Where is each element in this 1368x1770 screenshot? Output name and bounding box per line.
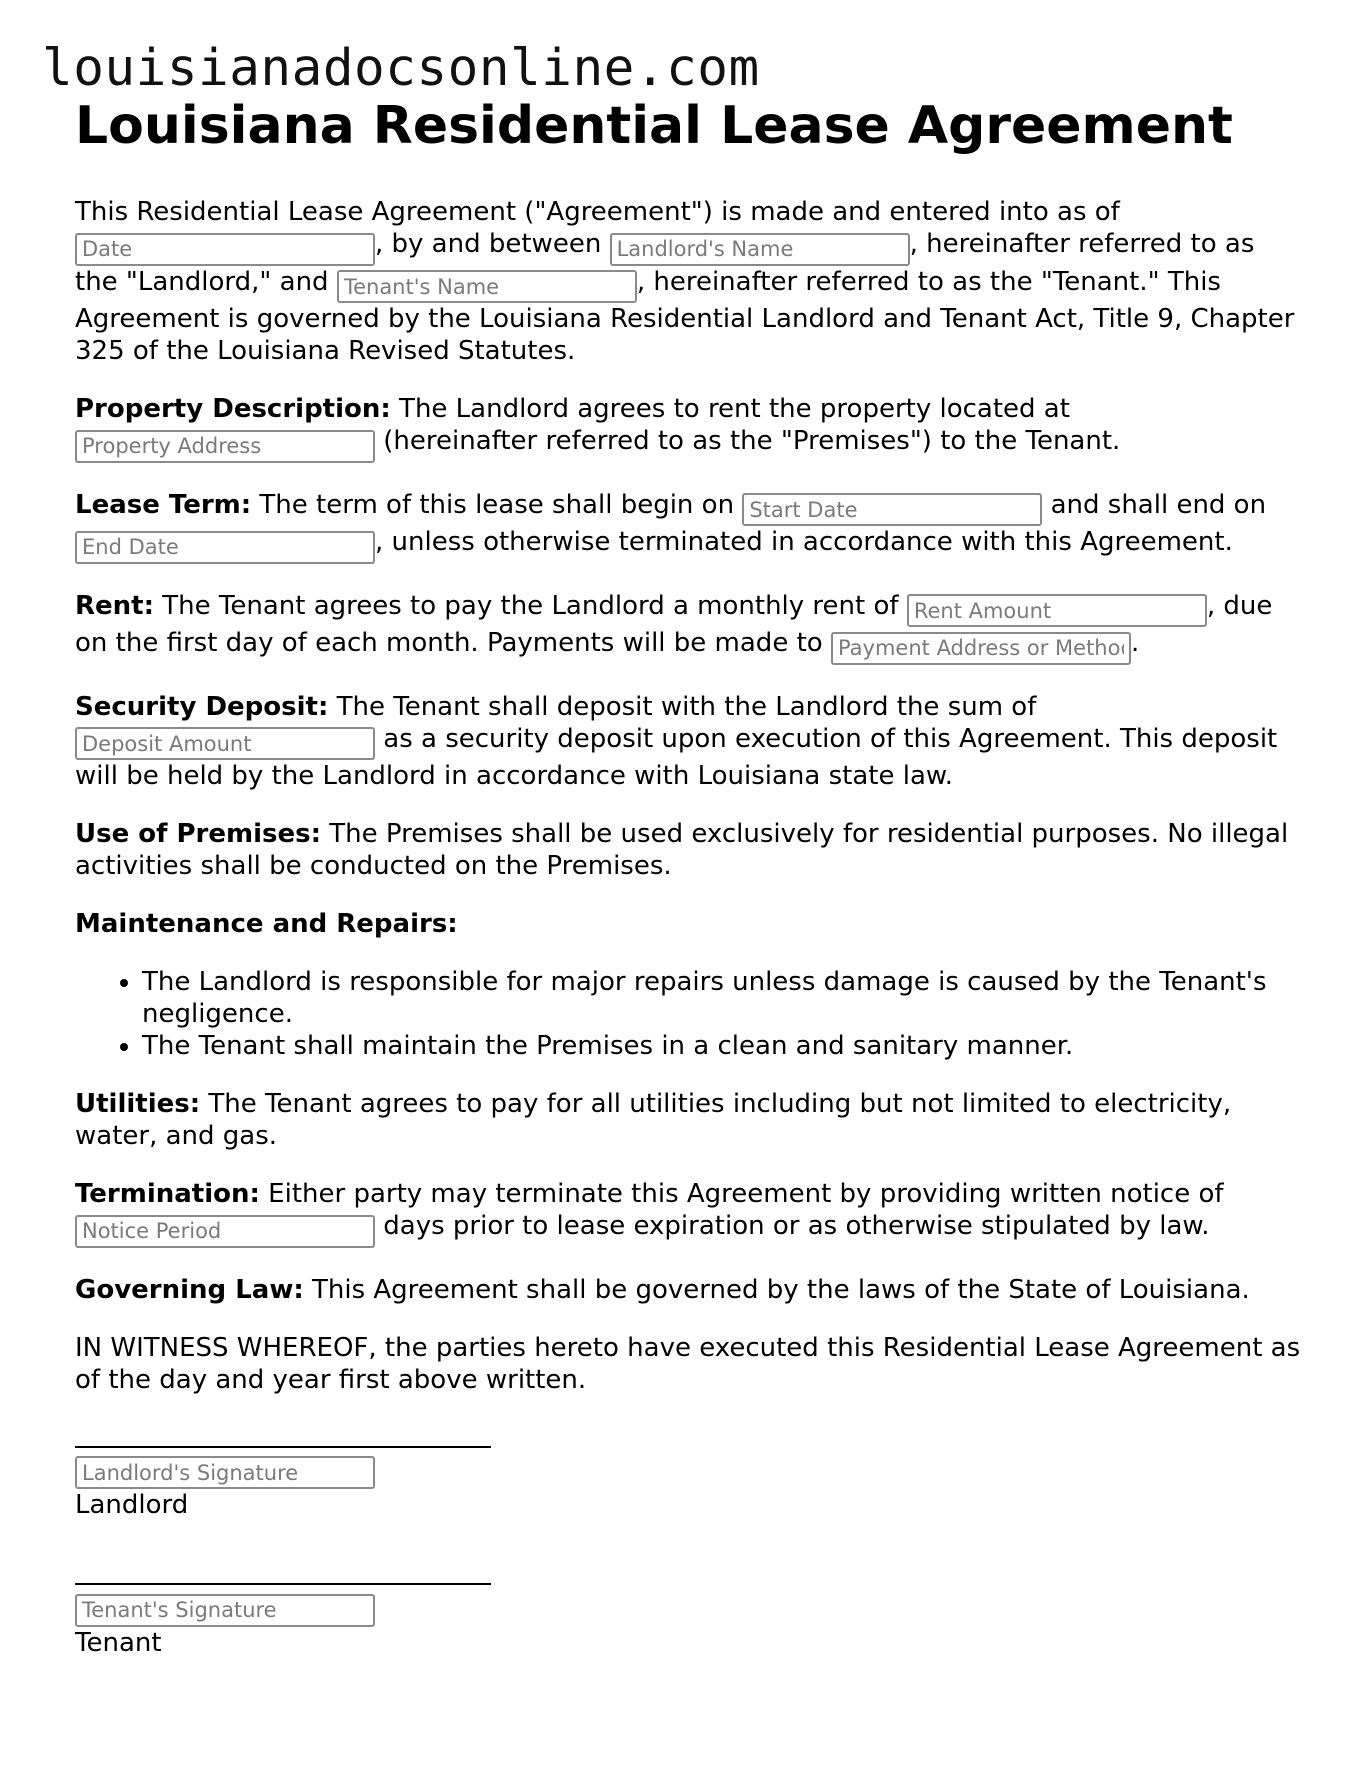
property-heading: Property Description: xyxy=(75,394,391,424)
notice-period-field[interactable] xyxy=(75,1215,375,1248)
maintenance-paragraph xyxy=(75,908,1305,940)
property-address-field[interactable] xyxy=(75,430,375,463)
termination-heading: Termination: xyxy=(75,1179,260,1209)
list-item: • The Tenant shall maintain the Premises in a clean and sanitary manner. xyxy=(142,1030,1305,1062)
lease-document xyxy=(75,196,1305,1659)
rent-text-3: . xyxy=(1130,628,1140,658)
rent-text-1: The Tenant agrees to pay the Landlord a monthly rent of xyxy=(154,590,907,621)
governing-law-paragraph xyxy=(75,1274,1305,1306)
lease-term-heading: Lease Term: xyxy=(75,489,252,520)
use-text-1: The Premises shall be used exclusively for residential purposes. No illegal activities shall be conducted on the Premises. xyxy=(75,819,1289,881)
deposit-text-1: The Tenant shall deposit with the Landlord the sum of xyxy=(328,691,1037,722)
maintenance-heading: Maintenance and Repairs: xyxy=(75,909,458,939)
page-title: Louisiana Residential Lease Agreement xyxy=(75,96,1233,156)
intro-text-1: This Residential Lease Agreement ("Agreement") is made and entered into as of xyxy=(75,197,1120,227)
lease-term-text-3: , unless otherwise terminated in accordance with this Agreement. xyxy=(375,527,1233,557)
landlord-signature-field[interactable] xyxy=(75,1456,375,1489)
intro-text-2: , by and between xyxy=(375,229,610,259)
rent-heading: Rent: xyxy=(75,590,154,621)
intro-paragraph xyxy=(75,196,1305,367)
tenant-role-label: Tenant xyxy=(75,1627,162,1658)
intro-text-4: , hereinafter referred to as the "Tenant." This Agreement is governed by the Louisiana Residential Landlord and Tenant Act, Title 9, Chapter 325 of the Louisiana Revised Statutes. xyxy=(75,266,1295,366)
property-text-1: The Landlord agrees to rent the property located at xyxy=(390,394,1070,424)
use-paragraph xyxy=(75,818,1305,882)
use-heading: Use of Premises: xyxy=(75,819,321,849)
utilities-paragraph xyxy=(75,1088,1305,1152)
landlord-signature-block xyxy=(75,1422,1305,1522)
start-date-field[interactable] xyxy=(742,493,1042,526)
payment-method-field[interactable] xyxy=(831,632,1131,665)
deposit-amount-field[interactable] xyxy=(75,727,375,760)
tenant-signature-field[interactable] xyxy=(75,1594,375,1627)
landlord-name-field[interactable] xyxy=(610,233,910,266)
lease-term-paragraph xyxy=(75,489,1305,564)
tenant-signature-block xyxy=(75,1559,1305,1659)
rent-text-2: , due on the first day of each month. Payments will be made to xyxy=(75,590,1273,658)
landlord-signature-line xyxy=(75,1422,491,1448)
lease-term-text-2: and shall end on xyxy=(1042,489,1267,520)
intro-text-3: , hereinafter referred to as the "Landlord," and xyxy=(75,229,1255,297)
site-watermark: louisianadocsonline.com xyxy=(42,39,760,98)
property-text-2: (hereinafter referred to as the "Premises") to the Tenant. xyxy=(375,426,1121,456)
witness-paragraph: IN WITNESS WHEREOF, the parties hereto have executed this Residential Lease Agreement as of the day and year first above written. xyxy=(75,1332,1301,1395)
deposit-text-2: as a security deposit upon execution of this Agreement. This deposit will be held by the Landlord in accordance with Louisiana state law. xyxy=(75,723,1278,791)
termination-paragraph xyxy=(75,1178,1305,1248)
tenant-signature-line xyxy=(75,1559,491,1585)
utilities-text-1: The Tenant agrees to pay for all utilities including but not limited to electricity, water, and gas. xyxy=(75,1089,1232,1151)
landlord-role-label: Landlord xyxy=(75,1490,189,1520)
list-item: • The Landlord is responsible for major repairs unless damage is caused by the Tenant's negligence. xyxy=(142,966,1305,1030)
governing-law-text-1: This Agreement shall be governed by the laws of the State of Louisiana. xyxy=(303,1274,1250,1305)
tenant-name-field[interactable] xyxy=(337,270,637,303)
lease-term-text-1: The term of this lease shall begin on xyxy=(251,489,743,520)
termination-text-2: days prior to lease expiration or as otherwise stipulated by law. xyxy=(375,1211,1210,1241)
deposit-paragraph xyxy=(75,691,1305,793)
utilities-heading: Utilities: xyxy=(75,1089,201,1119)
termination-text-1: Either party may terminate this Agreement by providing written notice of xyxy=(259,1179,1224,1209)
end-date-field[interactable] xyxy=(75,531,375,564)
maintenance-list xyxy=(75,966,1305,1062)
rent-amount-field[interactable] xyxy=(907,594,1207,627)
date-field[interactable] xyxy=(75,233,375,266)
deposit-heading: Security Deposit: xyxy=(75,691,329,722)
rent-paragraph xyxy=(75,590,1305,665)
property-paragraph xyxy=(75,393,1305,463)
governing-law-heading: Governing Law: xyxy=(75,1274,304,1305)
